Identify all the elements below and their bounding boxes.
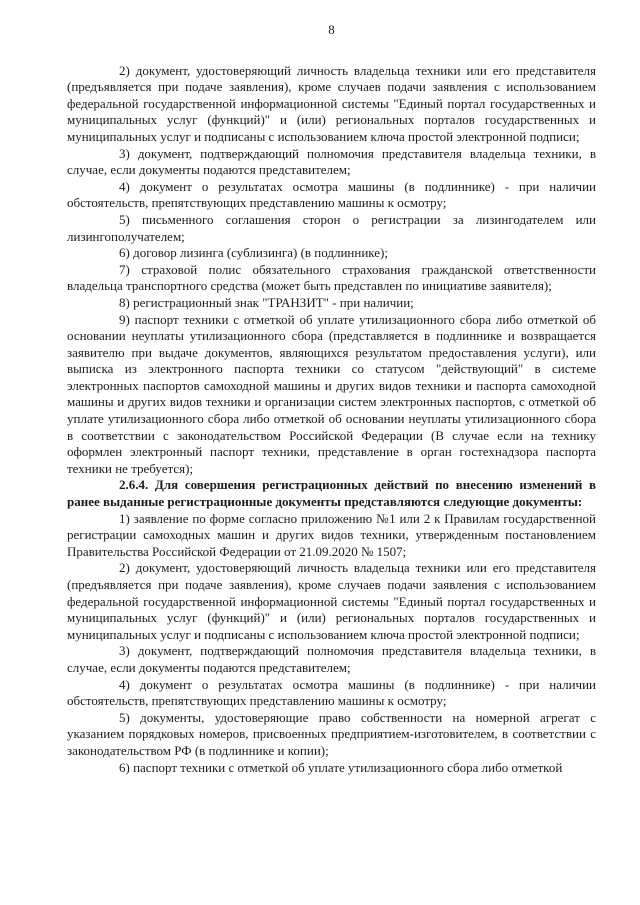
list-item: 6) договор лизинга (сублизинга) (в подлиннике);: [119, 245, 389, 261]
list-item: 5) письменного соглашения сторон о регистрации за лизингодателем или лизингополучателем;: [67, 211, 596, 244]
list-item: 4) документ о результатах осмотра машины (в подлиннике) - при наличии обстоятельств, препятствующих представлению машины к осмотру;: [67, 676, 596, 709]
list-item: 7) страховой полис обязательного страхования гражданской ответственности владельца транспортного средства (может быть представлен по инициативе заявителя);: [67, 261, 596, 294]
list-item: 3) документ, подтверждающий полномочия представителя владельца техники, в случае, если документы подаются представителем;: [67, 145, 596, 178]
list-item: 4) документ о результатах осмотра машины (в подлиннике) - при наличии обстоятельств, препятствующих представлению машины к осмотру;: [67, 178, 596, 211]
list-item: 3) документ, подтверждающий полномочия представителя владельца техники, в случае, если документы подаются представителем;: [67, 643, 596, 675]
list-item: 9) паспорт техники с отметкой об уплате утилизационного сбора либо отметкой об основании неуплаты утилизационного сбора (представляется в подлиннике и возвращается заявителю при выдаче документов, являющихся результатом предоставления услуги), или выписка из электронного паспорта техники со статусом "действующий" в системе электронных паспортов самоходной машины и других видов техники и паспорта самоходной машины и других видов техники и организации систем электронных паспортов, с отметкой об уплате утилизационного сбора либо отметкой об основании неуплаты утилизационного сбора в соответствии с законодательством Российской Федерации (В случае если на технику оформлен электронный паспорт техники, представление в орган гостехнадзора паспорта техники не требуется);: [67, 311, 596, 476]
list-item: 1) заявление по форме согласно приложению №1 или 2 к Правилам государственной регистрации самоходных машин и других видов техники, утвержденным постановлением Правительства Российской Федерации от 21.09.2020 № 1507;: [67, 510, 596, 559]
list-item: 2) документ, удостоверяющий личность владельца техники или его представителя (предъявляется при подаче заявления), кроме случаев подачи заявления с использованием федеральной государственной информационной системы "Единый портал государственных и муниципальных услуг (функций)" и (или) региональных порталов государственных и муниципальных услуг и подписаны с использованием ключа простой электронной подписи;: [67, 560, 596, 642]
list-item: 5) документы, удостоверяющие право собственности на номерной агрегат с указанием порядковых номеров, присвоенных предприятием-изготовителем, в соответствии с законодательством РФ (в подлиннике и копии);: [67, 709, 596, 758]
list-item: 8) регистрационный знак "ТРАНЗИТ" - при наличии;: [119, 294, 414, 310]
list-item: 6) паспорт техники с отметкой об уплате утилизационного сбора либо отметкой: [119, 759, 563, 775]
list-item: 2) документ, удостоверяющий личность владельца техники или его представителя (предъявляется при подаче заявления), кроме случаев подачи заявления с использованием федеральной государственной информационной системы "Единый портал государственных и муниципальных услуг (функций)" и (или) региональных порталов государственных и муниципальных услуг и подписаны с использованием ключа простой электронной подписи;: [67, 62, 596, 144]
page-number: 8: [328, 22, 335, 37]
section-heading: 2.6.4. Для совершения регистрационных действий по внесению изменений в ранее выданные регистрационные документы представляются следующие документы:: [67, 477, 596, 510]
